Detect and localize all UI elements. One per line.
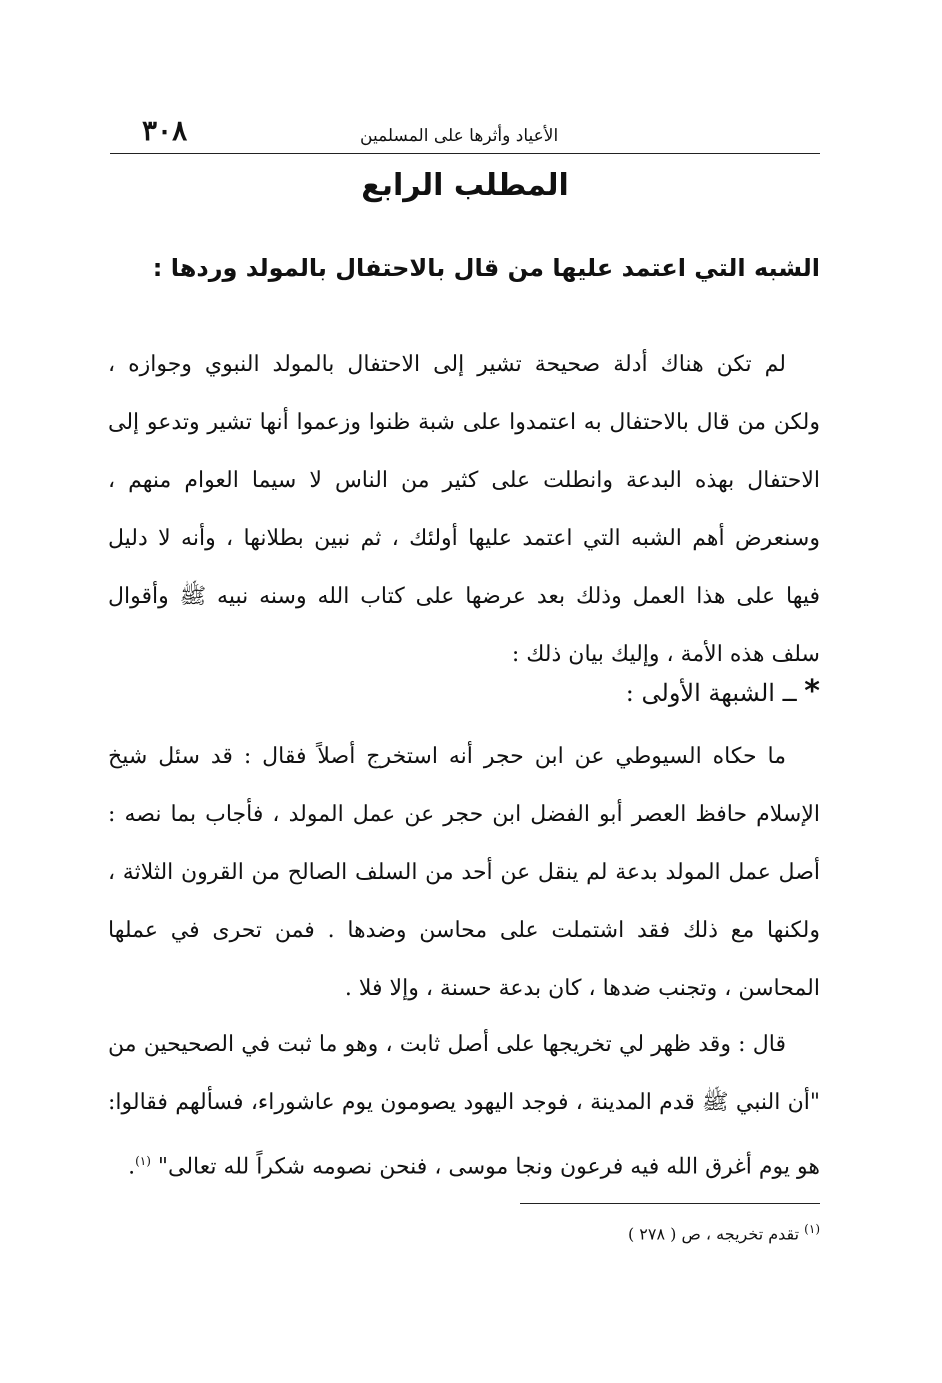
paragraph-line: قال : وقد ظهر لي تخريجها على أصل ثابت ، وهو ما ثبت في الصحيحين من bbox=[108, 1032, 786, 1057]
footnote-marker: (١) bbox=[804, 1222, 820, 1236]
paragraph-line bbox=[108, 1132, 820, 1190]
paragraph-line: أصل عمل المولد بدعة لم ينقل عن أحد من السلف الصالح من القرون الثلاثة ، bbox=[108, 860, 820, 885]
paragraph-line: "أن النبي ﷺ قدم المدينة ، فوجد اليهود يصومون يوم عاشوراء، فسألهم فقالوا: bbox=[108, 1090, 820, 1115]
header-rule bbox=[110, 153, 820, 154]
paragraph-3 bbox=[108, 1016, 820, 1190]
paragraph-line: الاحتفال بهذه البدعة وانطلت على كثير من الناس لا سيما العوام منهم ، bbox=[108, 468, 820, 493]
running-header bbox=[110, 112, 820, 154]
subheading: الشبه التي اعتمد عليها من قال بالاحتفال بالمولد وردها : bbox=[152, 254, 820, 282]
bullet-dash: ــ bbox=[782, 679, 797, 707]
paragraph-line: فيها على هذا العمل وذلك بعد عرضها على كتاب الله وسنه نبيه ﷺ وأقوال bbox=[108, 584, 820, 609]
paragraph-line: لم تكن هناك أدلة صحيحة تشير إلى الاحتفال بالمولد النبوي وجوازه ، bbox=[108, 352, 786, 377]
paragraph-line: ولكن من قال بالاحتفال به اعتمدوا على شبة ظنوا وزعموا أنها تشير وتدعو إلى bbox=[108, 410, 820, 435]
paragraph-line: سلف هذه الأمة ، وإليك بيان ذلك : bbox=[511, 642, 820, 667]
section-title: المطلب الرابع bbox=[361, 168, 569, 203]
page-number: ٣٠٨ bbox=[142, 114, 188, 147]
running-title: الأعياد وأثرها على المسلمين bbox=[360, 126, 559, 146]
paragraph-line: الإسلام حافظ العصر أبو الفضل ابن حجر عن عمل المولد ، فأجاب بما نصه : bbox=[108, 802, 820, 827]
asterisk-icon: * bbox=[804, 674, 820, 709]
sentence-end-mark: . bbox=[128, 1154, 136, 1180]
paragraph-2 bbox=[108, 728, 820, 1018]
paragraph-line: ما حكاه السيوطي عن ابن حجر أنه استخرج أصلاً فقال : قد سئل شيخ bbox=[108, 744, 786, 769]
paragraph-line: المحاسن ، وتجنب ضدها ، كان بدعة حسنة ، وإلا فلا . bbox=[344, 976, 820, 1001]
bullet-label: الشبهة الأولى : bbox=[625, 679, 775, 707]
paragraph-1 bbox=[108, 336, 820, 684]
footnote bbox=[628, 1222, 820, 1243]
footnote-text: تقدم تخريجه ، ص ( ٢٧٨ ) bbox=[627, 1224, 800, 1244]
bullet-heading bbox=[626, 674, 820, 709]
footnote-reference: (١) bbox=[135, 1154, 151, 1168]
footnote-rule bbox=[520, 1203, 820, 1204]
paragraph-line-text: هو يوم أغرق الله فيه فرعون ونجا موسى ، فنحن نصومه شكراً لله تعالى" bbox=[157, 1154, 820, 1180]
paragraph-line: وسنعرض أهم الشبه التي اعتمد عليها أولئك ، ثم نبين بطلانها ، وأنه لا دليل bbox=[108, 526, 820, 551]
paragraph-line: ولكنها مع ذلك فقد اشتملت على محاسن وضدها . فمن تحرى في عملها bbox=[108, 918, 820, 943]
